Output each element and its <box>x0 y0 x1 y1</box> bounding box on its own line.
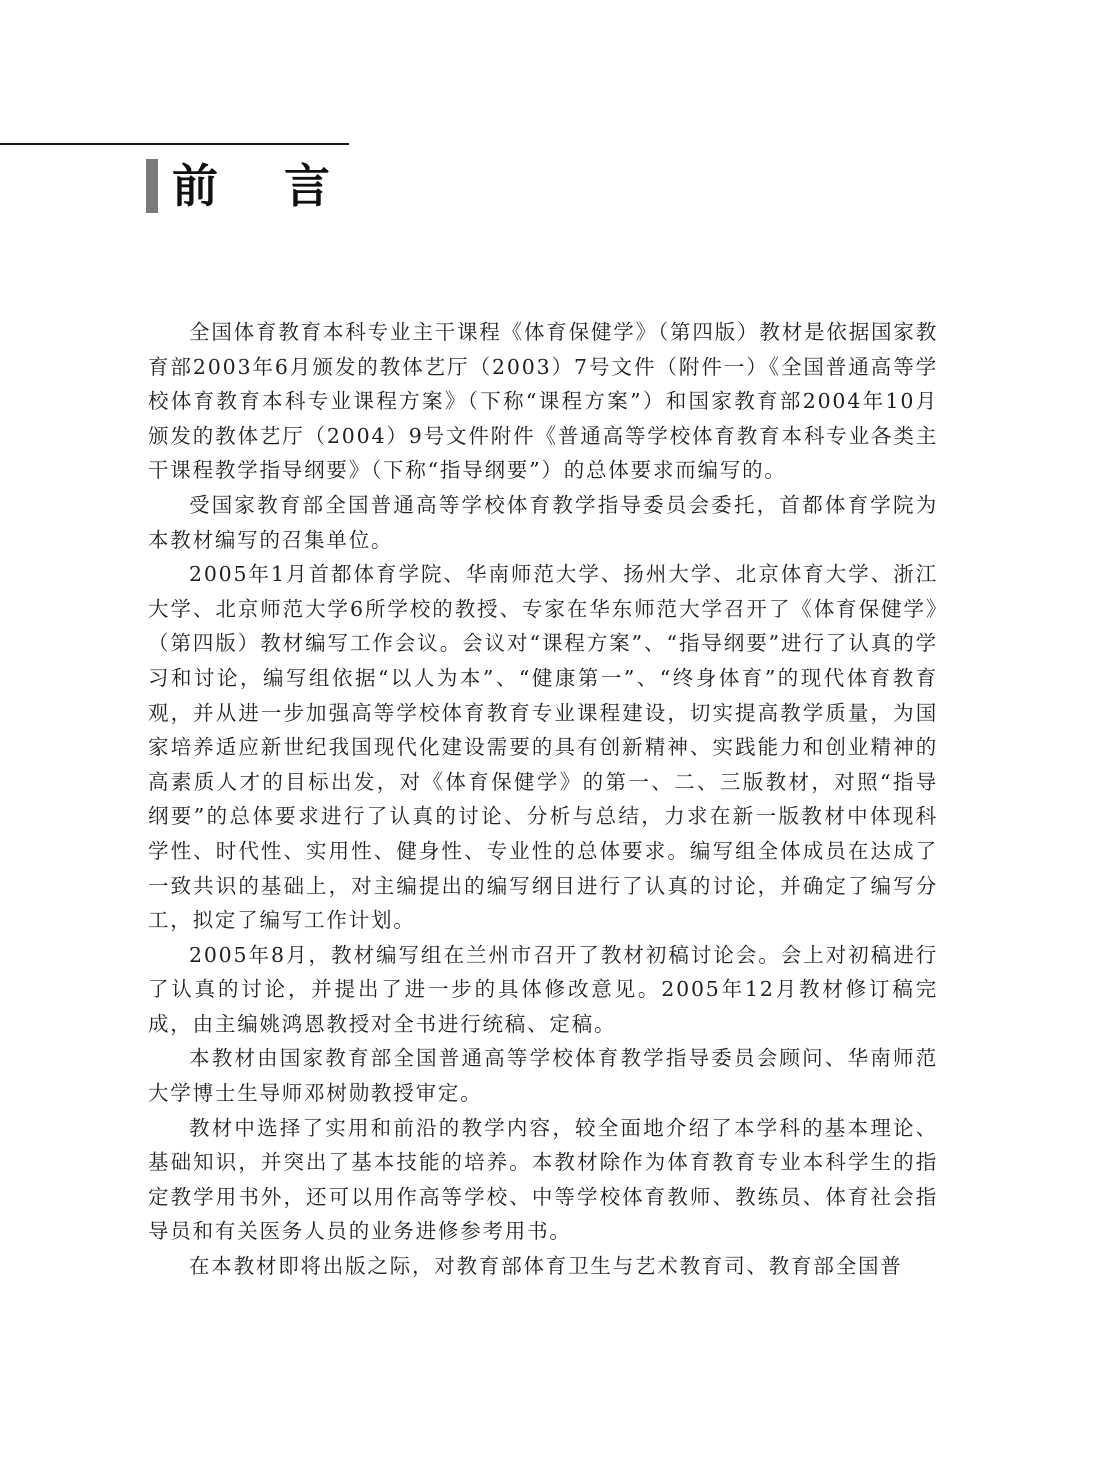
paragraph-5: 本教材由国家教育部全国普通高等学校体育教学指导委员会顾问、华南师范大学博士生导师邓树勋教授审定。 <box>148 1046 938 1106</box>
paragraph-7: 在本教材即将出版之际，对教育部体育卫生与艺术教育司、教育部全国普 <box>189 1254 903 1279</box>
title-block <box>146 158 396 214</box>
paragraph-3: 2005年1月首都体育学院、华南师范大学、扬州大学、北京体育大学、浙江大学、北京师范大学6所学校的教授、专家在华东师范大学召开了《体育保健学》（第四版）教材编写工作会议。会议对“课程方案”、“指导纲要”进行了认真的学习和讨论，编写组依据“以人为本”、“健康第一”、“终身体育”的现代体育教育观，并从进一步加强高等学校体育教育专业课程建设，切实提高教学质量，为国家培养适应新世纪我国现代化建设需要的具有创新精神、实践能力和创业精神的高素质人才的目标出发，对《体育保健学》的第一、二、三版教材，对照“指导纲要”的总体要求进行了认真的讨论、分析与总结，力求在新一版教材中体现科学性、时代性、实用性、健身性、专业性的总体要求。编写组全体成员在达成了一致共识的基础上，对主编提出的编写纲目进行了认真的讨论，并确定了编写分工，拟定了编写工作计划。 <box>148 562 938 933</box>
paragraph-4: 2005年8月，教材编写组在兰州市召开了教材初稿讨论会。会上对初稿进行了认真的讨论，并提出了进一步的具体修改意见。2005年12月教材修订稿完成，由主编姚鸿恩教授对全书进行统稿、定稿。 <box>148 942 938 1036</box>
paragraph-6: 教材中选择了实用和前沿的教学内容，较全面地介绍了本学科的基本理论、基础知识，并突出了基本技能的培养。本教材除作为体育教育专业本科学生的指定教学用书外，还可以用作高等学校、中等学校体育教师、教练员、体育社会指导员和有关医务人员的业务进修参考用书。 <box>148 1115 938 1244</box>
title-accent-bar <box>146 159 158 213</box>
paragraph-2: 受国家教育部全国普通高等学校体育教学指导委员会委托，首都体育学院为本教材编写的召集单位。 <box>148 492 938 552</box>
header-rule <box>0 143 349 145</box>
page-title: 前言 <box>172 159 396 213</box>
preface-body <box>148 315 938 1284</box>
paragraph-1: 全国体育教育本科专业主干课程《体育保健学》（第四版）教材是依据国家教育部2003年6月颁发的教体艺厅（2003）7号文件（附件一）《全国普通高等学校体育教育本科专业课程方案》（下称“课程方案”）和国家教育部2004年10月颁发的教体艺厅（2004）9号文件附件《普通高等学校体育教育本科专业各类主干课程教学指导纲要》（下称“指导纲要”）的总体要求而编写的。 <box>148 320 938 483</box>
